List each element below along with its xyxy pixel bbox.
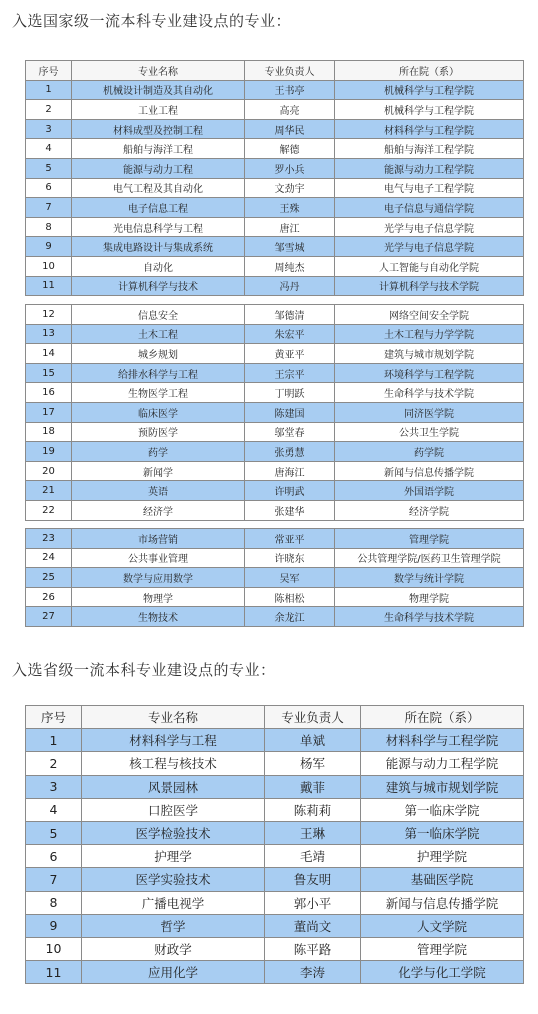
cell-school: 计算机科学与技术学院 [335,276,524,296]
table-row [26,383,524,403]
cell-school: 化学与化工学院 [361,961,524,984]
cell-major: 英语 [72,481,245,501]
cell-major: 预防医学 [72,422,245,442]
cell-leader: 王琳 [265,821,361,844]
cell-index: 21 [26,481,72,501]
cell-index: 9 [26,914,82,937]
cell-major: 药学 [72,442,245,462]
cell-major: 土木工程 [72,324,245,344]
table-header-row [26,706,524,729]
cell-index: 4 [26,139,72,159]
cell-leader: 邬堂春 [245,422,335,442]
table-row [26,461,524,481]
cell-index: 5 [26,158,72,178]
cell-major: 自动化 [72,256,245,276]
cell-major: 能源与动力工程 [72,158,245,178]
cell-school: 经济学院 [335,500,524,520]
cell-leader: 周华民 [245,119,335,139]
cell-index: 9 [26,237,72,257]
header-leader: 专业负责人 [265,706,361,729]
table-row [26,775,524,798]
cell-leader: 李涛 [265,961,361,984]
cell-index: 25 [26,568,72,588]
cell-leader: 余龙江 [245,607,335,627]
cell-school: 护理学院 [361,845,524,868]
cell-major: 临床医学 [72,402,245,422]
cell-school: 同济医学院 [335,402,524,422]
cell-index: 19 [26,442,72,462]
cell-school: 第一临床学院 [361,821,524,844]
national-table-part3 [25,528,524,627]
cell-index: 2 [26,752,82,775]
cell-major: 财政学 [82,937,265,960]
table-row [26,798,524,821]
cell-school: 建筑与城市规划学院 [335,344,524,364]
cell-index: 7 [26,198,72,218]
national-table-part1 [25,60,524,296]
cell-leader: 冯丹 [245,276,335,296]
table-row [26,178,524,198]
cell-major: 医学实验技术 [82,868,265,891]
cell-index: 18 [26,422,72,442]
table-row [26,119,524,139]
table-row [26,914,524,937]
cell-school: 药学院 [335,442,524,462]
cell-major: 应用化学 [82,961,265,984]
cell-major: 城乡规划 [72,344,245,364]
cell-index: 7 [26,868,82,891]
cell-index: 22 [26,500,72,520]
cell-major: 生物技术 [72,607,245,627]
cell-index: 11 [26,961,82,984]
cell-school: 物理学院 [335,587,524,607]
table-row [26,158,524,178]
cell-school: 建筑与城市规划学院 [361,775,524,798]
cell-leader: 解德 [245,139,335,159]
cell-school: 网络空间安全学院 [335,305,524,325]
cell-major: 生物医学工程 [72,383,245,403]
cell-leader: 单斌 [265,729,361,752]
table-row [26,344,524,364]
cell-major: 船舶与海洋工程 [72,139,245,159]
table-row [26,422,524,442]
table-header-row [26,61,524,81]
cell-leader: 郭小平 [265,891,361,914]
cell-major: 经济学 [72,500,245,520]
cell-major: 核工程与核技术 [82,752,265,775]
cell-school: 第一临床学院 [361,798,524,821]
cell-index: 3 [26,775,82,798]
cell-index: 10 [26,937,82,960]
cell-leader: 黄亚平 [245,344,335,364]
table-row [26,729,524,752]
cell-leader: 王书亭 [245,80,335,100]
cell-index: 11 [26,276,72,296]
provincial-table [25,705,524,984]
cell-leader: 邹德清 [245,305,335,325]
cell-major: 物理学 [72,587,245,607]
cell-leader: 陈平路 [265,937,361,960]
cell-major: 集成电路设计与集成系统 [72,237,245,257]
cell-major: 电子信息工程 [72,198,245,218]
cell-school: 人文学院 [361,914,524,937]
cell-index: 16 [26,383,72,403]
cell-school: 生命科学与技术学院 [335,383,524,403]
header-major: 专业名称 [72,61,245,81]
cell-leader: 常亚平 [245,529,335,549]
table-row [26,607,524,627]
table-row [26,363,524,383]
table-row [26,500,524,520]
cell-leader: 朱宏平 [245,324,335,344]
cell-leader: 戴菲 [265,775,361,798]
cell-index: 27 [26,607,72,627]
cell-school: 公共管理学院/医药卫生管理学院 [335,548,524,568]
cell-major: 风景园林 [82,775,265,798]
cell-index: 4 [26,798,82,821]
cell-index: 3 [26,119,72,139]
table-row [26,80,524,100]
table-row [26,217,524,237]
cell-leader: 毛靖 [265,845,361,868]
cell-school: 新闻与信息传播学院 [335,461,524,481]
cell-leader: 文劲宇 [245,178,335,198]
cell-leader: 唐海江 [245,461,335,481]
table-row [26,100,524,120]
cell-index: 20 [26,461,72,481]
cell-index: 2 [26,100,72,120]
cell-major: 医学检验技术 [82,821,265,844]
cell-school: 材料科学与工程学院 [335,119,524,139]
table-row [26,937,524,960]
national-table-part2 [25,304,524,521]
table-row [26,821,524,844]
cell-major: 材料成型及控制工程 [72,119,245,139]
table-row [26,198,524,218]
cell-index: 14 [26,344,72,364]
header-index: 序号 [26,61,72,81]
cell-leader: 董尚文 [265,914,361,937]
cell-school: 数学与统计学院 [335,568,524,588]
table-row [26,568,524,588]
cell-school: 土木工程与力学学院 [335,324,524,344]
cell-leader: 陈莉莉 [265,798,361,821]
header-leader: 专业负责人 [245,61,335,81]
cell-major: 广播电视学 [82,891,265,914]
cell-leader: 邹雪城 [245,237,335,257]
cell-major: 材料科学与工程 [82,729,265,752]
header-school: 所在院（系） [361,706,524,729]
cell-school: 机械科学与工程学院 [335,80,524,100]
cell-major: 公共事业管理 [72,548,245,568]
cell-school: 管理学院 [335,529,524,549]
cell-major: 机械设计制造及其自动化 [72,80,245,100]
cell-leader: 杨军 [265,752,361,775]
cell-major: 信息安全 [72,305,245,325]
cell-leader: 王宗平 [245,363,335,383]
cell-school: 公共卫生学院 [335,422,524,442]
cell-leader: 唐江 [245,217,335,237]
table-row [26,276,524,296]
table-row [26,256,524,276]
table-row [26,961,524,984]
cell-school: 能源与动力工程学院 [361,752,524,775]
cell-leader: 鲁友明 [265,868,361,891]
cell-school: 基础医学院 [361,868,524,891]
cell-leader: 张勇慧 [245,442,335,462]
cell-leader: 周纯杰 [245,256,335,276]
cell-leader: 许晓东 [245,548,335,568]
table-row [26,529,524,549]
cell-leader: 张建华 [245,500,335,520]
cell-major: 给排水科学与工程 [72,363,245,383]
table-row [26,587,524,607]
cell-school: 生命科学与技术学院 [335,607,524,627]
cell-index: 13 [26,324,72,344]
table-row [26,845,524,868]
cell-index: 6 [26,845,82,868]
cell-major: 新闻学 [72,461,245,481]
cell-index: 1 [26,729,82,752]
table-row [26,139,524,159]
cell-leader: 王殊 [245,198,335,218]
cell-index: 12 [26,305,72,325]
cell-school: 材料科学与工程学院 [361,729,524,752]
cell-leader: 高亮 [245,100,335,120]
cell-major: 口腔医学 [82,798,265,821]
cell-index: 8 [26,217,72,237]
cell-major: 市场营销 [72,529,245,549]
cell-index: 26 [26,587,72,607]
cell-leader: 陈相松 [245,587,335,607]
header-index: 序号 [26,706,82,729]
cell-school: 电子信息与通信学院 [335,198,524,218]
cell-school: 管理学院 [361,937,524,960]
cell-school: 光学与电子信息学院 [335,237,524,257]
provincial-heading: 入选省级一流本科专业建设点的专业： [12,661,276,679]
cell-major: 计算机科学与技术 [72,276,245,296]
cell-major: 工业工程 [72,100,245,120]
cell-index: 8 [26,891,82,914]
table-row [26,548,524,568]
table-row [26,324,524,344]
cell-leader: 陈建国 [245,402,335,422]
table-row [26,237,524,257]
table-row [26,442,524,462]
cell-index: 15 [26,363,72,383]
cell-school: 机械科学与工程学院 [335,100,524,120]
cell-school: 新闻与信息传播学院 [361,891,524,914]
cell-index: 23 [26,529,72,549]
cell-index: 24 [26,548,72,568]
table-row [26,891,524,914]
cell-index: 6 [26,178,72,198]
cell-major: 光电信息科学与工程 [72,217,245,237]
header-major: 专业名称 [82,706,265,729]
cell-school: 电气与电子工程学院 [335,178,524,198]
cell-major: 哲学 [82,914,265,937]
table-row [26,402,524,422]
table-row [26,752,524,775]
cell-leader: 许明武 [245,481,335,501]
cell-leader: 丁明跃 [245,383,335,403]
cell-school: 光学与电子信息学院 [335,217,524,237]
table-row [26,305,524,325]
national-heading: 入选国家级一流本科专业建设点的专业： [12,12,292,30]
cell-school: 船舶与海洋工程学院 [335,139,524,159]
cell-leader: 吴军 [245,568,335,588]
table-row [26,868,524,891]
cell-school: 环境科学与工程学院 [335,363,524,383]
table-row [26,481,524,501]
cell-index: 10 [26,256,72,276]
cell-major: 数学与应用数学 [72,568,245,588]
cell-major: 护理学 [82,845,265,868]
header-school: 所在院（系） [335,61,524,81]
cell-index: 5 [26,821,82,844]
cell-index: 17 [26,402,72,422]
cell-school: 人工智能与自动化学院 [335,256,524,276]
cell-index: 1 [26,80,72,100]
cell-major: 电气工程及其自动化 [72,178,245,198]
cell-leader: 罗小兵 [245,158,335,178]
cell-school: 能源与动力工程学院 [335,158,524,178]
cell-school: 外国语学院 [335,481,524,501]
